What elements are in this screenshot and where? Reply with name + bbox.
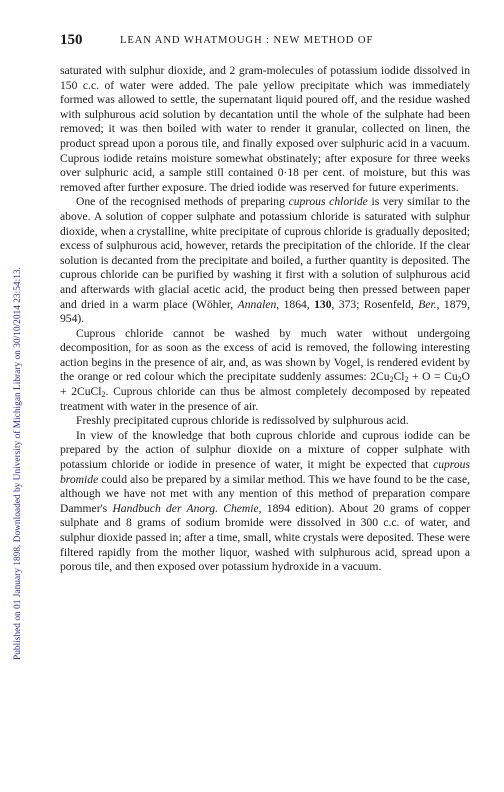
text-run: + O = Cu xyxy=(408,370,458,384)
paragraph-cuprous-bromide xyxy=(60,429,470,575)
running-title: LEAN AND WHATMOUGH : NEW METHOD OF xyxy=(120,35,374,46)
text-run: is very similar to the above. A solution of copper sulphate and potassium chloride is saturated with sulphur dioxide, when a crystalline, white precipitate of cuprous chloride is gradually deposited; excess of sulphurous acid, however, retards the precipitation of the chloride. If the clear solution is decanted from the precipitate and boiled, a further quantity is deposited. The cuprous chloride can be purified by washing it first with a solution of sulphurous acid and afterwards with glacial acetic acid, the product being then pressed between paper and dried in a warm place (Wöhler, xyxy=(60,195,470,311)
download-provenance-sidebar: Published on 01 January 1898. Downloaded by University of Michigan Library on 30/10/2014 23:54:13. xyxy=(13,267,23,660)
text-run: . Cuprous chloride can thus be almost completely decomposed by repeated treatment with water in the presence of air. xyxy=(60,385,471,413)
text-run: , 1894 edition). About 20 grams of copper sulphate and 8 grams of sodium bromide were dissolved in 300 c.c. of water, and sulphur dioxide passed in; after a time, small, white crystals were deposited. These were filtered rapidly from the mother liquor, washed with sulphurous acid, spread upon a porous tile, and then exposed over potassium hydroxide in a vacuum. xyxy=(60,501,471,574)
subscript: 2 xyxy=(101,390,106,400)
book-title: Handbuch der Anorg. Chemie xyxy=(112,501,259,515)
paragraph-continued: saturated with sulphur dioxide, and 2 gram-molecules of potassium iodide dissolved in 150 c.c. of water were added. The pale yellow precipitate which was immediately formed was allowed to settle, the supernatant liquid poured off, and the residue washed with sulphurous acid solution by decantation until the whole of the sulphate had been removed; it was then boiled with water to render it granular, collected on linen, the product spread upon a porous tile, and finally exposed over sulphuric acid in a vacuum. Cuprous iodide retains moisture somewhat obstinately; after exposure for three weeks over sulphuric acid, a sample still contained 0·18 per cent. of moisture, but this was removed after further exposure. The dried iodide was reserved for future experiments. xyxy=(60,64,470,194)
text-run: could also be prepared by a similar method. This we have found to be the case, although we have not met with any mention of this method of preparation compare Dammer's xyxy=(60,472,470,515)
paragraph-cuprous-chloride xyxy=(60,195,470,326)
text-run: One of the recognised methods of preparing xyxy=(76,195,289,209)
text-run: Cuprous chloride cannot be washed by much water without undergoing decomposition, for as soon as the excess of acid is removed, the following interesting action begins in the presence of air, and, as was shown by Vogel, is rendered evident by the orange or red colour which the precipitate suddenly assumes: 2Cu xyxy=(60,326,470,384)
italic-term: cuprous chloride xyxy=(288,195,368,209)
subscript: 2 xyxy=(404,375,409,385)
text-run: Cl xyxy=(393,370,405,384)
article-body xyxy=(60,64,470,575)
page-header xyxy=(60,32,470,52)
paragraph-redissolved: Freshly precipitated cuprous chloride is redissolved by sulphurous acid. xyxy=(76,414,409,428)
text-run: O + 2CuCl xyxy=(60,370,471,399)
journal-title: Ber. xyxy=(418,297,437,311)
paragraph-decomposition xyxy=(60,327,470,415)
text-run: , 373; Rosenfeld, xyxy=(331,297,419,311)
italic-term: cuprous bromide xyxy=(60,458,470,486)
page-number: 150 xyxy=(60,32,83,48)
volume-number: 130 xyxy=(314,297,332,311)
text-run: , 1879, 954). xyxy=(60,297,470,326)
text-run: , 1864, xyxy=(276,297,315,311)
subscript: 2 xyxy=(457,375,462,385)
text-run: In view of the knowledge that both cuprous chloride and cuprous iodide can be prepared by the action of sulphur dioxide on a mixture of copper sulphate with potassium chloride or iodide in presence of water, it might be expected that xyxy=(60,428,470,472)
journal-title: Annalen xyxy=(237,297,277,311)
subscript: 2 xyxy=(389,375,394,385)
